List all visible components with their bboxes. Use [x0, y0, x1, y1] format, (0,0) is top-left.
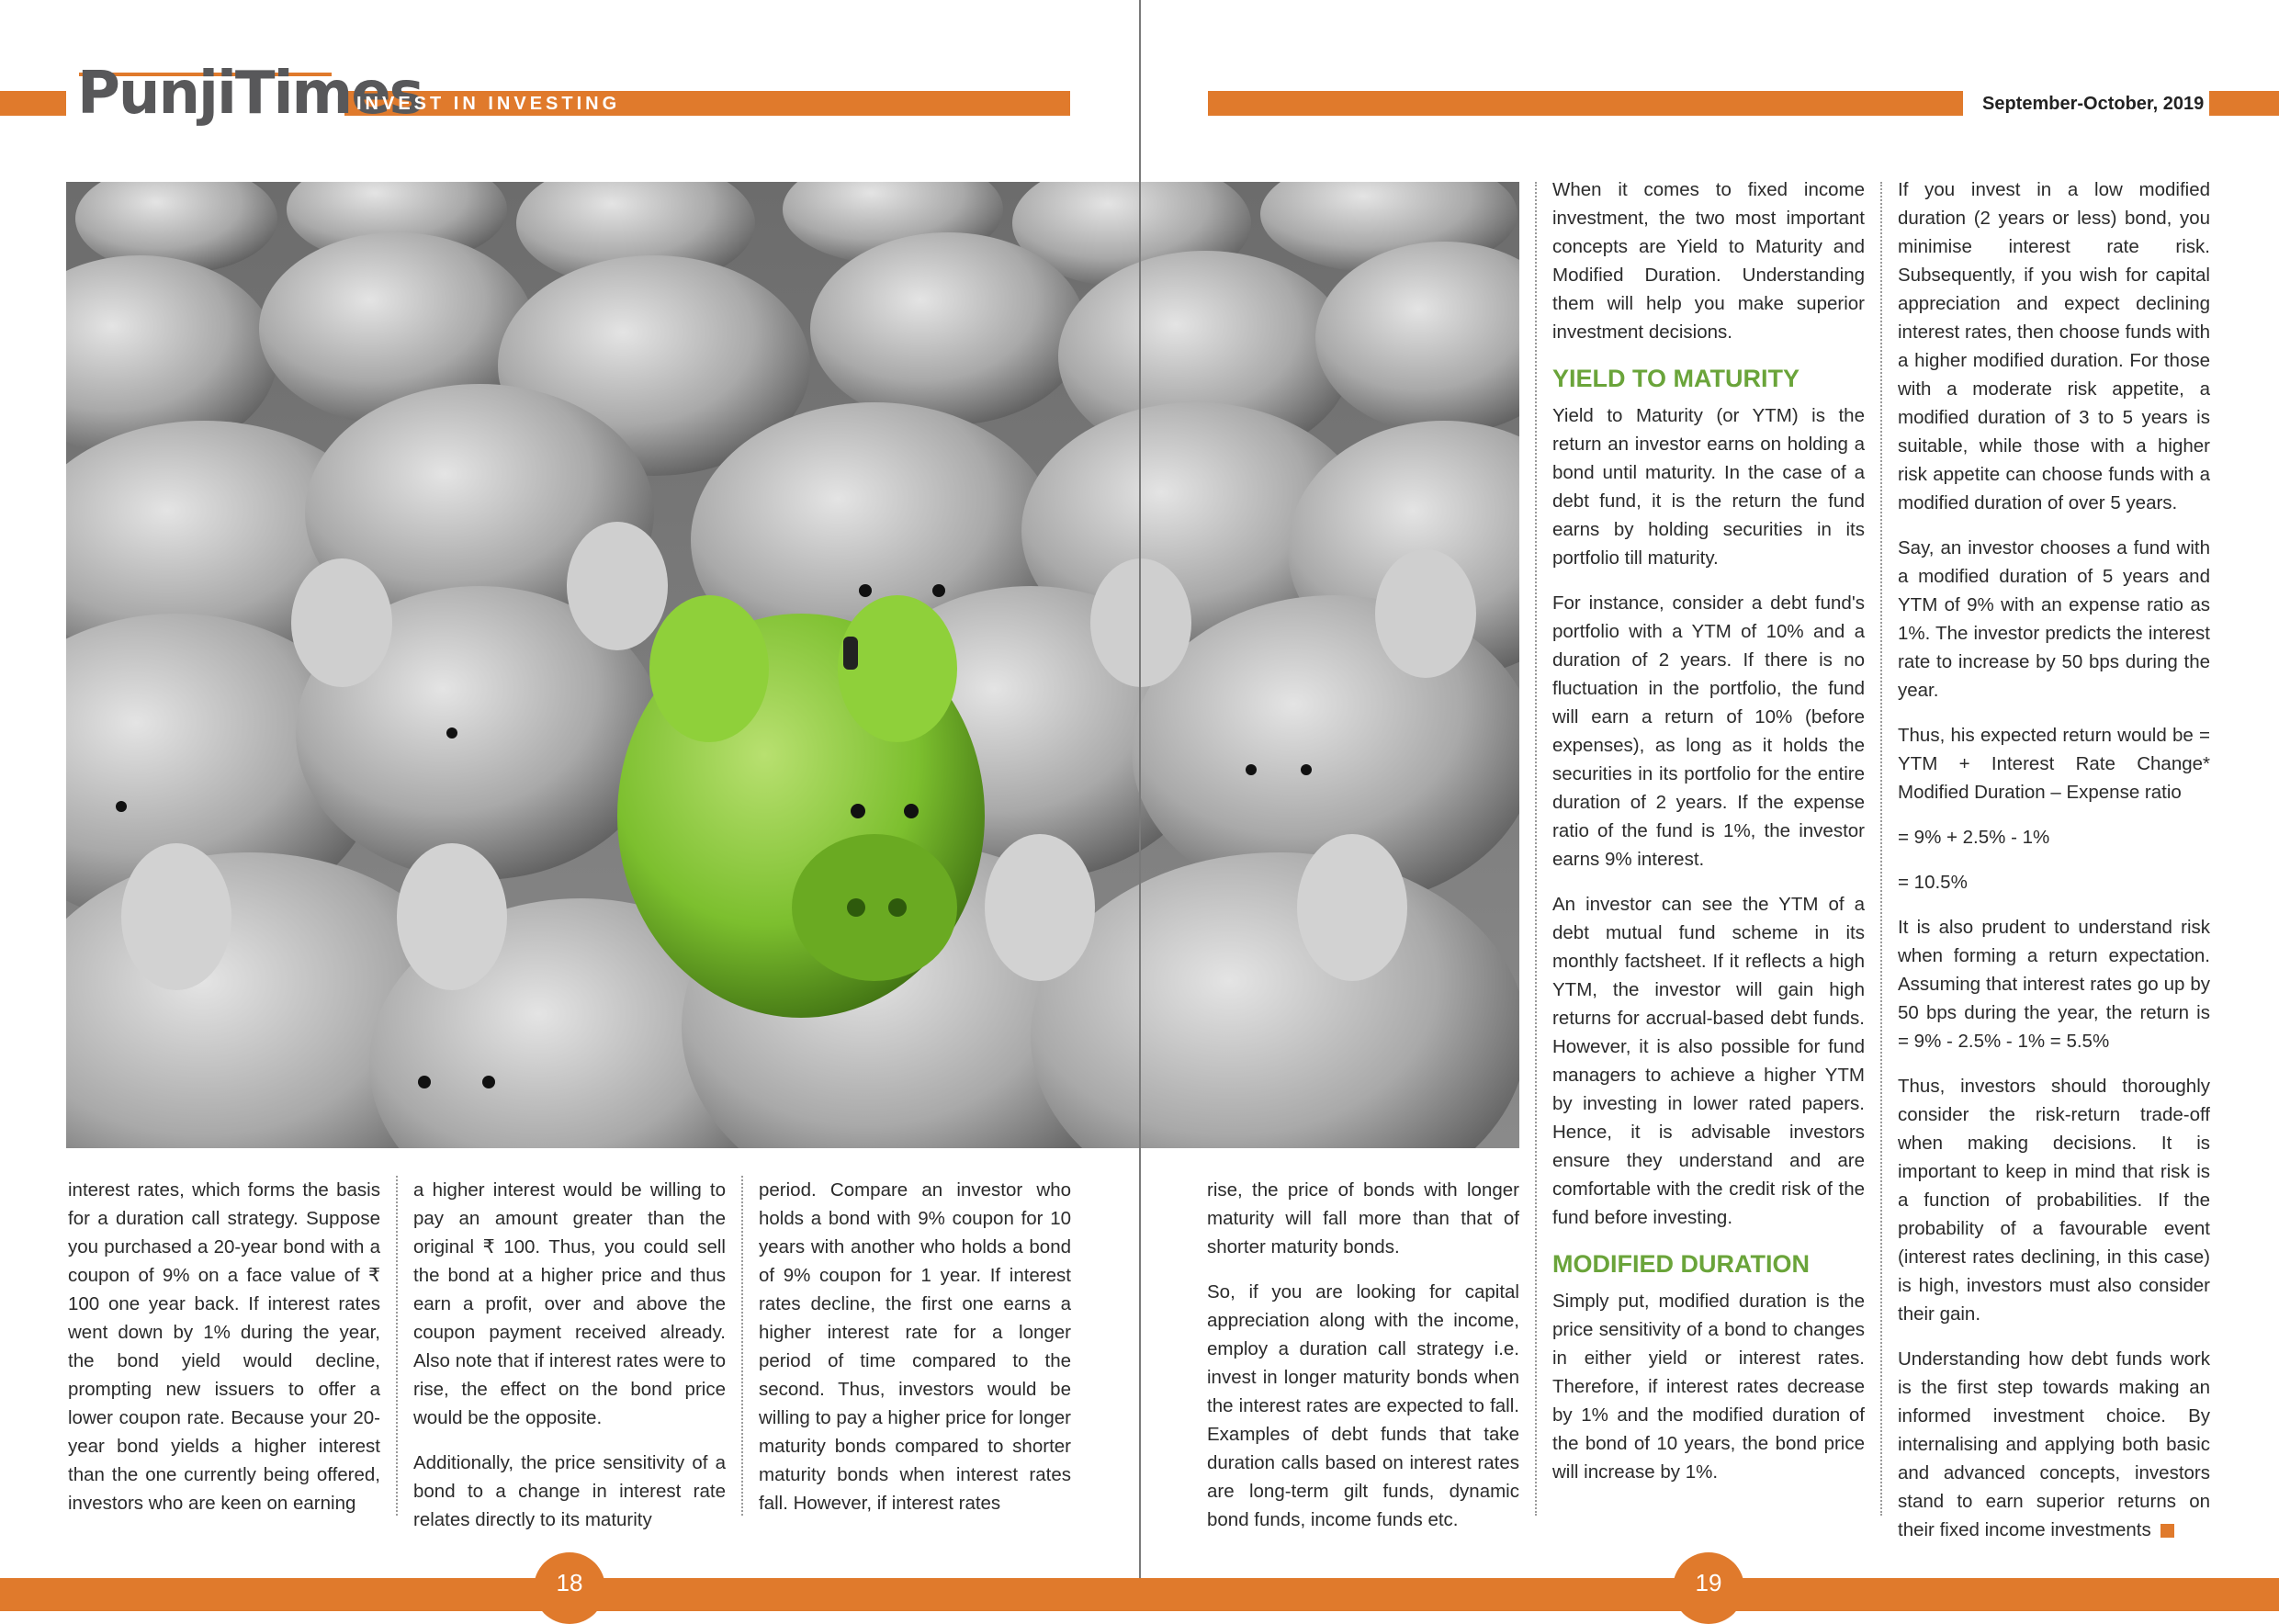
paragraph: It is also prudent to understand risk when forming a return expectation. Assuming that interest rates go up by 50 bps during the year, the return is = 9% - 2.5% - 1% = 5.5% [1898, 917, 2210, 1052]
right-column-2 [1552, 175, 1865, 1503]
paragraph: So, if you are looking for capital appreciation along with the income, employ a duration call strategy i.e. invest in longer maturity bonds when the interest rates are expected to fall. Examples of debt funds that take duration calls based on interest rates are long-term gilt funds, dynamic bond funds, income funds etc. [1207, 1281, 1519, 1530]
section-heading-ytm: YIELD TO MATURITY [1552, 365, 1800, 392]
left-column-2 [413, 1176, 726, 1551]
paragraph: Yield to Maturity (or YTM) is the return an investor earns on holding a bond until maturity. In the case of a debt fund, it is the return the fund earns by holding securities in its portfolio till maturity. [1552, 405, 1865, 569]
logo: PunjiTimes [77, 60, 423, 128]
page-number-right: 19 [1695, 1569, 1722, 1596]
header-bar-right-edge [2209, 91, 2279, 116]
issue-date: September-October, 2019 [1982, 94, 2205, 114]
column-divider [741, 1176, 743, 1516]
paragraph: If you invest in a low modified duration (2 years or less) bond, you minimise interest rate risk. Subsequently, if you wish for capital appreciation and expect declining interest rates, then choose funds with a higher modified duration. For those with a moderate risk appetite, a modified duration of 3 to 5 years is suitable, while those with a higher risk appetite can choose funds with a modified duration of over 5 years. [1898, 179, 2210, 513]
left-column-1 [68, 1176, 380, 1534]
footer-bar [0, 1578, 2279, 1611]
right-column-3 [1898, 175, 2210, 1561]
paragraph: a higher interest would be willing to pay an amount greater than the original ₹ 100. Thus, you could sell the bond at a higher price and thus earn a profit, over and above the coupon payment received already. Also note that if interest rates were to rise, the effect on the bond price would be the opposite. [413, 1179, 726, 1428]
formula-line: = 9% + 2.5% - 1% [1898, 827, 2050, 848]
end-of-article-icon [2161, 1524, 2174, 1538]
formula-line: = 10.5% [1898, 872, 1968, 893]
column-divider [1535, 182, 1537, 1516]
closing-text: Understanding how debt funds work is the first step towards making an informed investment choice. By internalising and applying both basic and advanced concepts, investors stand to earn superior returns on their fixed income investments [1898, 1348, 2210, 1540]
paragraph: interest rates, which forms the basis for a duration call strategy. Suppose you purchased a 20-year bond with a coupon of 9% on a face value of ₹ 100 one year back. If interest rates went down by 1% during the year, the bond yield would decline, prompting new issuers to offer a lower coupon rate. Because your 20-year bond yields a higher interest than the one currently being offered, investors who are keen on earning [68, 1179, 380, 1514]
paragraph: Simply put, modified duration is the price sensitivity of a bond to changes in either yield or interest rates. Therefore, if interest rates decrease by 1% and the modified duration of the bond of 10 years, the bond price will increase by 1%. [1552, 1291, 1865, 1483]
green-piggy-bank-icon [617, 595, 985, 1018]
paragraph: Additionally, the price sensitivity of a bond to a change in interest rate relates directly to its maturity [413, 1452, 726, 1530]
tagline: INVEST IN INVESTING [356, 94, 621, 114]
header-bar-left-edge [0, 91, 66, 116]
paragraph: Thus, investors should thoroughly consider the risk-return trade-off when making decisions. It is important to keep in mind that risk is a function of probabilities. If the probability of a favourable event (interest rates declining, in this case) is high, investors must also consider their gain. [1898, 1076, 2210, 1325]
paragraph: When it comes to fixed income investment, the two most important concepts are Yield to Maturity and Modified Duration. Understanding them will help you make superior investment decisions. [1552, 179, 1865, 343]
header-bar-right [1208, 91, 1963, 116]
paragraph: rise, the price of bonds with longer maturity will fall more than that of shorter maturity bonds. [1207, 1179, 1519, 1257]
paragraph [1898, 1345, 2210, 1544]
section-heading-modified-duration: MODIFIED DURATION [1552, 1250, 1810, 1278]
paragraph: Say, an investor chooses a fund with a modified duration of 5 years and YTM of 9% with an expense ratio as 1%. The investor predicts the interest rate to increase by 50 bps during the year. [1898, 537, 2210, 701]
paragraph: period. Compare an investor who holds a bond with 9% coupon for 10 years with another who holds a bond of 9% coupon for 1 year. If interest rates decline, the first one earns a higher interest rate for a longer period of time compared to the second. Thus, investors would be willing to pay a higher price for longer maturity bonds compared to shorter maturity bonds when interest rates fall. However, if interest rates [759, 1179, 1071, 1514]
right-column-1 [1207, 1176, 1519, 1551]
left-column-3 [759, 1176, 1071, 1534]
paragraph: For instance, consider a debt fund's portfolio with a YTM of 10% and a duration of 2 years. If there is no fluctuation in the portfolio, the fund will earn a return of 10% (before expenses), as long as it holds the securities in its portfolio for the entire duration of 2 years. If the expense ratio of the fund is 1%, the investor earns 9% interest. [1552, 592, 1865, 870]
paragraph: Thus, his expected return would be = YTM + Interest Rate Change* Modified Duration – Expense ratio [1898, 725, 2210, 803]
piggy-banks-photo [66, 182, 1519, 1148]
page-number-left: 18 [556, 1569, 583, 1596]
column-divider [396, 1176, 398, 1516]
page-spine [1139, 0, 1141, 1611]
paragraph: An investor can see the YTM of a debt mutual fund scheme in its monthly factsheet. If it reflects a high YTM, the investor will gain high returns for accrual-based debt funds. However, it is also possible for fund managers to achieve a higher YTM by investing in lower rated papers. Hence, it is advisable investors ensure they understand and are comfortable with the credit risk of the fund before investing. [1552, 894, 1865, 1228]
column-divider [1880, 182, 1882, 1516]
